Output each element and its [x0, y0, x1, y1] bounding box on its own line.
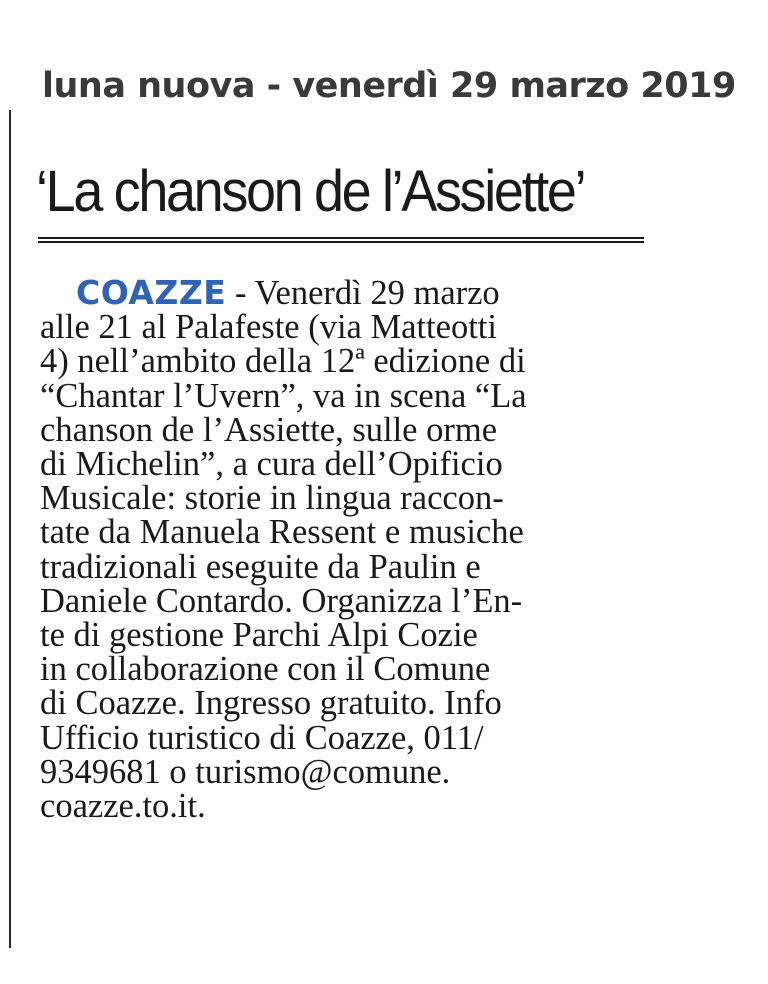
article-line: in collaborazione con il Comune: [40, 650, 491, 689]
article-line: 9349681 o turismo@comune.: [40, 752, 451, 791]
article-line: Ufficio turistico di Coazze, 011/: [40, 718, 484, 757]
article-line: “Chantar l’Uvern”, va in scena “La: [40, 376, 527, 415]
article-body: [40, 273, 660, 826]
article-line: Daniele Contardo. Organizza l’En-: [40, 581, 523, 620]
article-line: chanson de l’Assiette, sulle orme: [40, 410, 498, 449]
article-kicker: COAZZE: [76, 273, 227, 312]
article-line: tate da Manuela Ressent e musiche: [40, 513, 524, 552]
column-rule: [9, 110, 11, 948]
article-line: alle 21 al Palafeste (via Matteotti: [40, 308, 497, 347]
headline-divider: [38, 237, 644, 243]
article-line: Musicale: storie in lingua raccon-: [40, 479, 504, 518]
article-line-1-text: - Venerdì 29 marzo: [226, 274, 500, 312]
article-line-1: [40, 273, 660, 312]
article-line: 4) nell’ambito della 12ª edizione di: [40, 342, 526, 381]
article-headline: ‘La chanson de l’Assiette’: [36, 159, 585, 224]
article-line: te di gestione Parchi Alpi Cozie: [40, 616, 478, 655]
article-line: di Coazze. Ingresso gratuito. Info: [40, 684, 502, 723]
article-line: coazze.to.it.: [40, 787, 206, 826]
masthead-date: luna nuova - venerdì 29 marzo 2019: [42, 66, 736, 106]
article-line: tradizionali eseguite da Paulin e: [40, 547, 481, 586]
article-line: di Michelin”, a cura dell’Opificio: [40, 445, 503, 484]
